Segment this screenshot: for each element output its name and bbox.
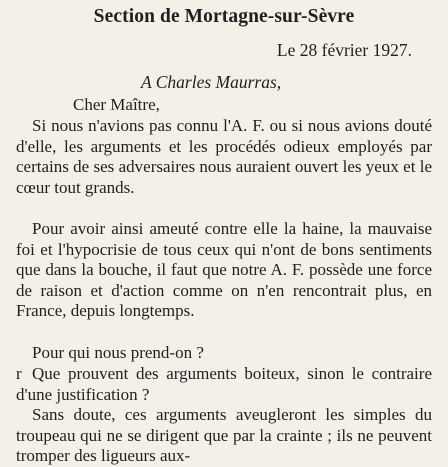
addressee: A Charles Maurras, — [141, 72, 282, 92]
paragraph-5: Sans doute, ces arguments aveugleront les simples du troupeau qui ne se dirigent que par la crainte ; ils ne peuvent tromper des ligueurs aux- — [16, 405, 432, 466]
margin-mark: r — [16, 364, 22, 383]
paragraph-4: r Que prouvent des arguments boiteux, sinon le contraire d'une justification ? — [16, 364, 432, 404]
paragraph-3: Pour qui nous prend-on ? — [32, 343, 204, 362]
greeting: Cher Maître, — [73, 95, 160, 114]
letter-date: Le 28 février 1927. — [276, 40, 412, 60]
paragraph-1: Si nous n'avions pas connu l'A. F. ou si nous avions douté d'elle, les arguments et les procédés odieux employés par certains de ses adversaires nous auraient ouvert les yeux et le cœur tout grands. — [16, 116, 432, 197]
paragraph-2: Pour avoir ainsi ameuté contre elle la haine, la mauvaise foi et l'hypocrisie de tous ceux qui n'ont de bons sentiments que dans la bouche, il faut que notre A. F. possède une force de raison et d'action comme on n'en rencontrait plus, en France, depuis longtemps. — [16, 219, 432, 321]
section-title: Section de Mortagne-sur-Sèvre — [93, 6, 355, 27]
